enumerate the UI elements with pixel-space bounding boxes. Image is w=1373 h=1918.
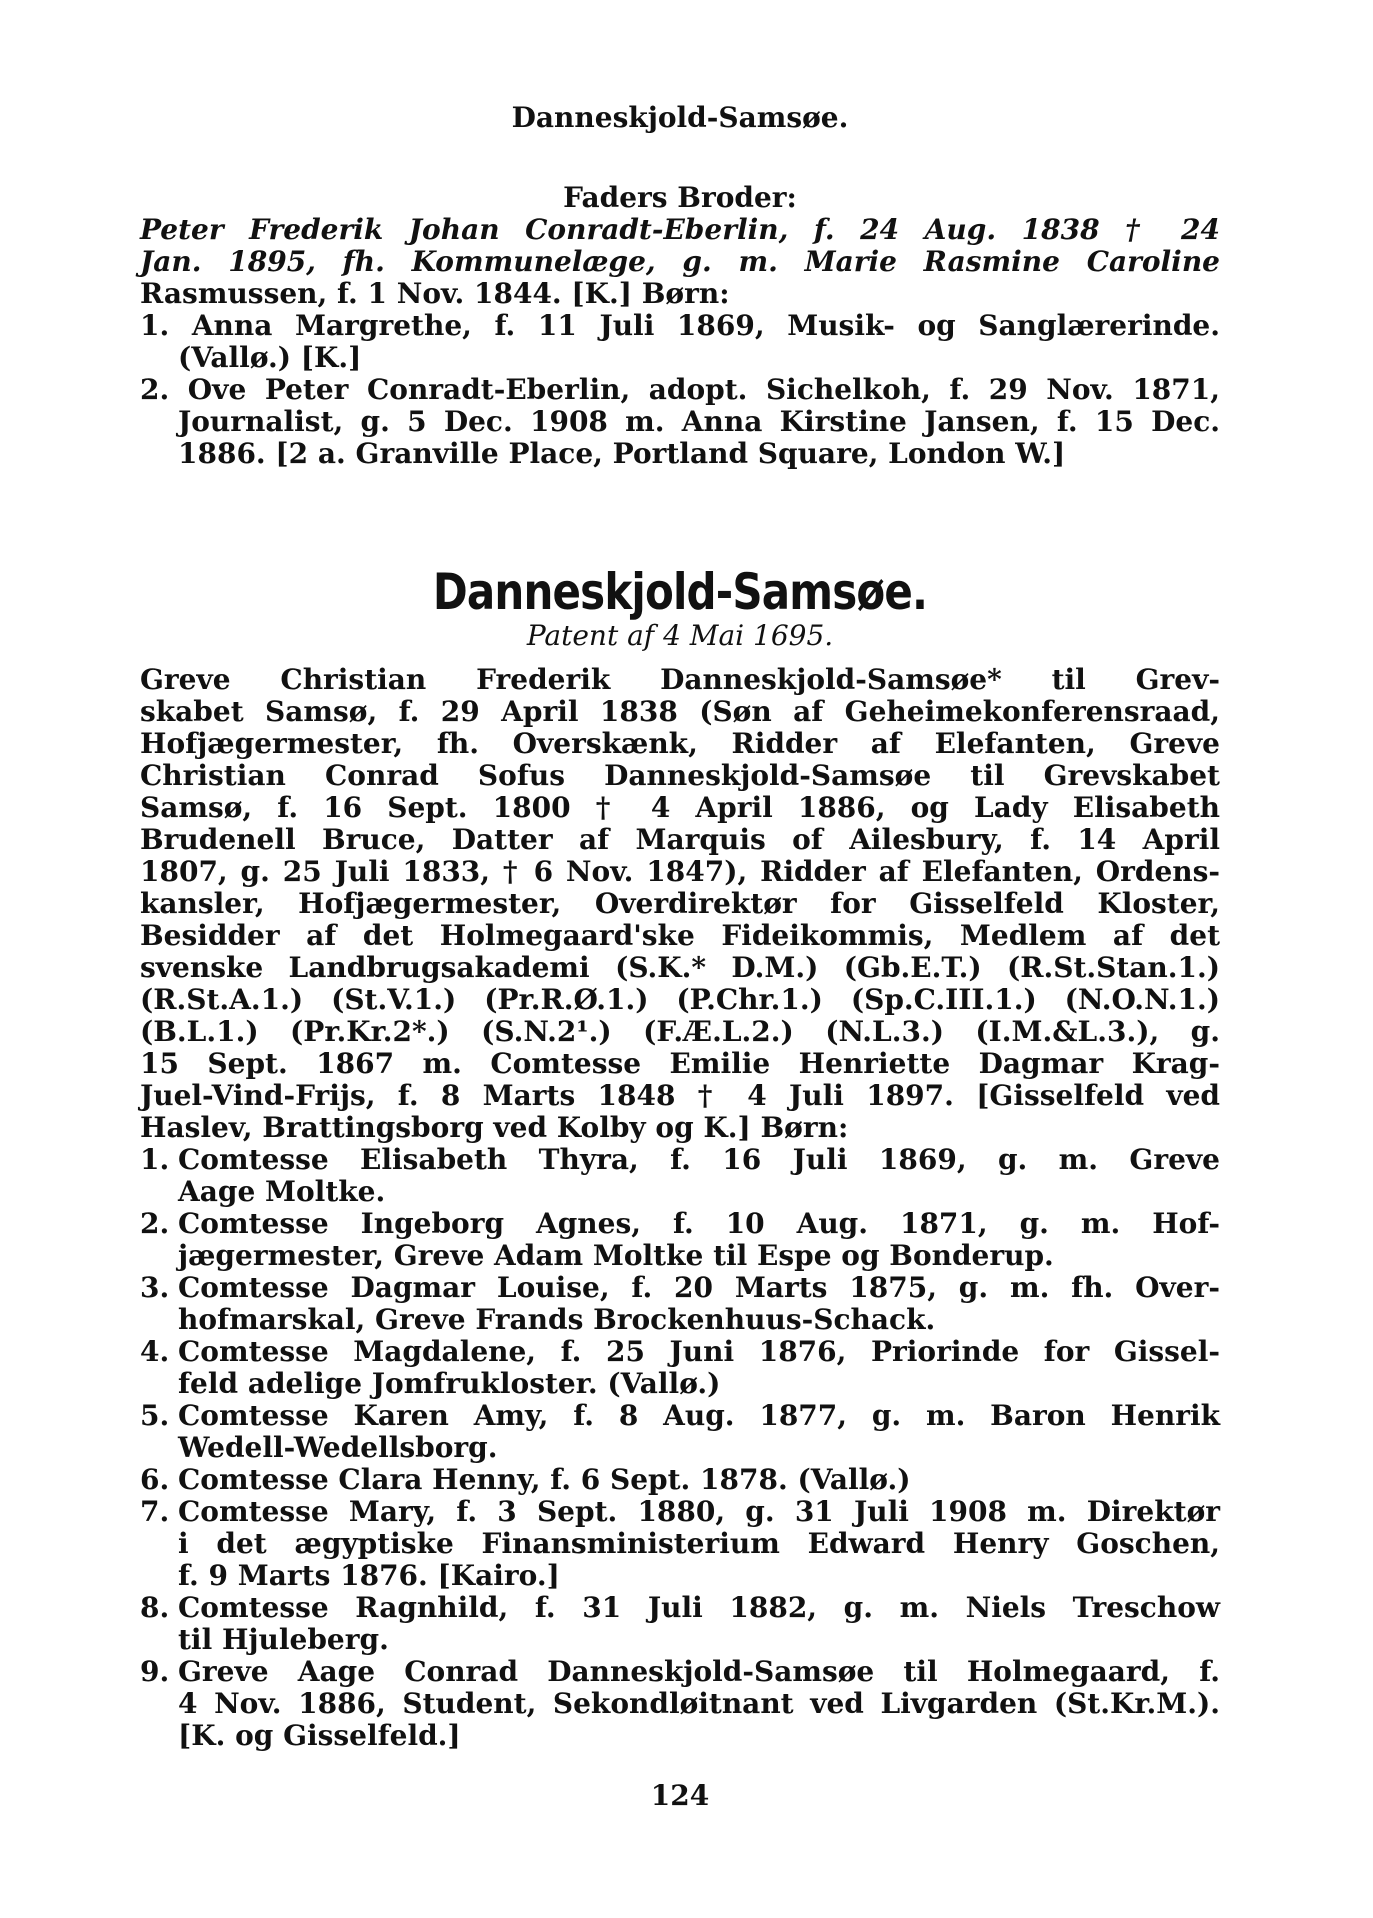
child-line: Comtesse Karen Amy, f. 8 Aug. 1877, g. m. Baron Henrik bbox=[178, 1399, 1220, 1432]
child-line: Comtesse Magdalene, f. 25 Juni 1876, Priorinde for Gissel- bbox=[178, 1335, 1220, 1368]
child-line: i det ægyptiske Finansministerium Edward Henry Goschen, bbox=[178, 1527, 1220, 1560]
child-line: f. 9 Marts 1876. [Kairo.] bbox=[178, 1559, 560, 1592]
faders-heading: Faders Broder: bbox=[563, 181, 797, 214]
main-line: (B.L.1.) (Pr.Kr.2*.) (S.N.2¹.) (F.Æ.L.2.) (N.L.3.) (I.M.&L.3.), g. bbox=[140, 1015, 1220, 1048]
child-number: 8. bbox=[140, 1591, 170, 1624]
child-number: 6. bbox=[140, 1463, 170, 1496]
child-line: [K. og Gisselfeld.] bbox=[178, 1719, 461, 1752]
main-line: 15 Sept. 1867 m. Comtesse Emilie Henriette Dagmar Krag- bbox=[140, 1047, 1220, 1080]
child-number: 9. bbox=[140, 1655, 170, 1688]
child-line: Aage Moltke. bbox=[178, 1175, 386, 1208]
faders-line: 1. Anna Margrethe, f. 11 Juli 1869, Musik- og Sanglærerinde. bbox=[140, 309, 1220, 342]
child-line: til Hjuleberg. bbox=[178, 1623, 389, 1656]
faders-line: Jan. 1895, fh. Kommunelæge, g. m. Marie Rasmine Caroline bbox=[140, 245, 1220, 278]
child-number: 2. bbox=[140, 1207, 170, 1240]
child-line: feld adelige Jomfrukloster. (Vallø.) bbox=[178, 1367, 721, 1400]
child-line: Greve Aage Conrad Danneskjold-Samsøe til Holmegaard, f. bbox=[178, 1655, 1220, 1688]
child-number: 7. bbox=[140, 1495, 170, 1528]
child-line: Comtesse Dagmar Louise, f. 20 Marts 1875, g. m. fh. Over- bbox=[178, 1271, 1220, 1304]
main-line: Greve Christian Frederik Danneskjold-Samsøe* til Grev- bbox=[140, 663, 1220, 696]
main-line: Juel-Vind-Frijs, f. 8 Marts 1848 † 4 Juli 1897. [Gisselfeld ved bbox=[140, 1079, 1220, 1112]
running-head: Danneskjold-Samsøe. bbox=[511, 101, 849, 134]
faders-line: Peter Frederik Johan Conradt-Eberlin, f. 24 Aug. 1838 † 24 bbox=[140, 213, 1220, 246]
faders-line: 2. Ove Peter Conradt-Eberlin, adopt. Sichelkoh, f. 29 Nov. 1871, bbox=[140, 373, 1220, 406]
faders-line: 1886. [2 a. Granville Place, Portland Square, London W.] bbox=[178, 437, 1066, 470]
main-line: kansler, Hofjægermester, Overdirektør for Gisselfeld Kloster, bbox=[140, 887, 1220, 920]
faders-line: (Vallø.) [K.] bbox=[178, 341, 362, 374]
patent-date: Patent af 4 Mai 1695. bbox=[526, 619, 834, 652]
child-number: 5. bbox=[140, 1399, 170, 1432]
main-line: Samsø, f. 16 Sept. 1800 † 4 April 1886, og Lady Elisabeth bbox=[140, 791, 1220, 824]
page bbox=[140, 0, 1220, 1918]
child-line: Wedell-Wedellsborg. bbox=[178, 1431, 498, 1464]
main-line: Besidder af det Holmegaard'ske Fideikommis, Medlem af det bbox=[140, 919, 1220, 952]
main-line: (R.St.A.1.) (St.V.1.) (Pr.R.Ø.1.) (P.Chr.1.) (Sp.C.III.1.) (N.O.N.1.) bbox=[140, 983, 1220, 1016]
main-line: Brudenell Bruce, Datter af Marquis of Ailesbury, f. 14 April bbox=[140, 823, 1220, 856]
main-line: 1807, g. 25 Juli 1833, † 6 Nov. 1847), Ridder af Elefanten, Ordens- bbox=[140, 855, 1220, 888]
main-line: Haslev, Brattingsborg ved Kolby og K.] Børn: bbox=[140, 1111, 849, 1144]
child-line: Comtesse Ragnhild, f. 31 Juli 1882, g. m. Niels Treschow bbox=[178, 1591, 1220, 1624]
main-line: Hofjægermester, fh. Overskænk, Ridder af Elefanten, Greve bbox=[140, 727, 1220, 760]
page-number: 124 bbox=[650, 1779, 710, 1812]
child-line: Comtesse Clara Henny, f. 6 Sept. 1878. (Vallø.) bbox=[178, 1463, 911, 1496]
faders-line: Journalist, g. 5 Dec. 1908 m. Anna Kirstine Jansen, f. 15 Dec. bbox=[178, 405, 1220, 438]
faders-line: Rasmussen, f. 1 Nov. 1844. [K.] Børn: bbox=[140, 277, 730, 310]
child-line: hofmarskal, Greve Frands Brockenhuus-Schack. bbox=[178, 1303, 936, 1336]
child-number: 3. bbox=[140, 1271, 170, 1304]
main-line: Christian Conrad Sofus Danneskjold-Samsøe til Grevskabet bbox=[140, 759, 1220, 792]
child-line: jægermester, Greve Adam Moltke til Espe og Bonderup. bbox=[178, 1239, 1054, 1272]
main-line: svenske Landbrugsakademi (S.K.* D.M.) (Gb.E.T.) (R.St.Stan.1.) bbox=[140, 951, 1220, 984]
child-line: Comtesse Ingeborg Agnes, f. 10 Aug. 1871, g. m. Hof- bbox=[178, 1207, 1220, 1240]
child-number: 1. bbox=[140, 1143, 170, 1176]
child-number: 4. bbox=[140, 1335, 170, 1368]
section-title: Danneskjold-Samsøe. bbox=[432, 563, 928, 621]
child-line: 4 Nov. 1886, Student, Sekondløitnant ved Livgarden (St.Kr.M.). bbox=[178, 1687, 1220, 1720]
main-line: skabet Samsø, f. 29 April 1838 (Søn af Geheimekonferensraad, bbox=[140, 695, 1220, 728]
child-line: Comtesse Elisabeth Thyra, f. 16 Juli 1869, g. m. Greve bbox=[178, 1143, 1220, 1176]
child-line: Comtesse Mary, f. 3 Sept. 1880, g. 31 Juli 1908 m. Direktør bbox=[178, 1495, 1220, 1528]
